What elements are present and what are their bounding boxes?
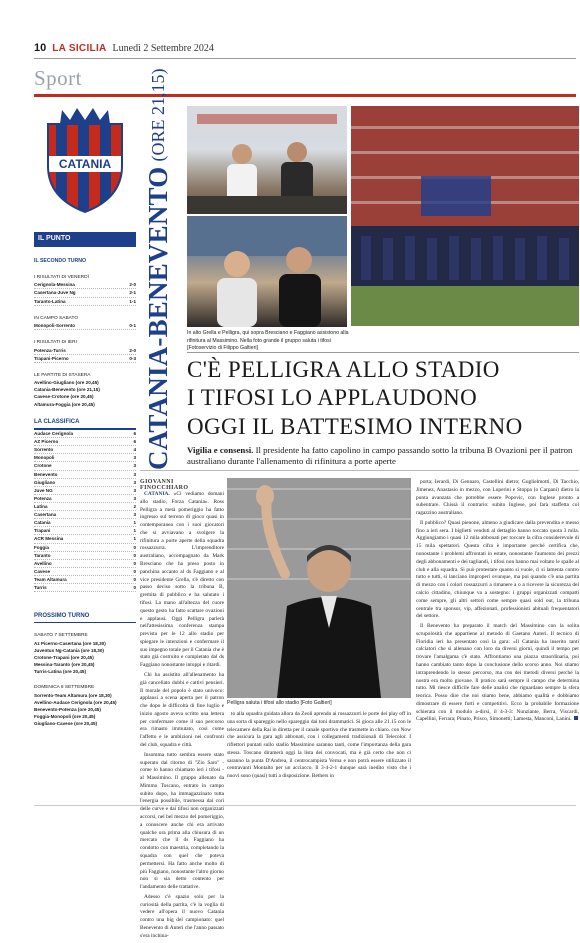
standings-points: 3	[133, 487, 136, 493]
headline-rule	[187, 352, 579, 353]
standings-row	[34, 462, 136, 470]
result-match: Taranto-Latina	[34, 298, 66, 304]
standings-row	[34, 511, 136, 519]
article-end-mark	[574, 716, 578, 720]
article-column-1	[140, 491, 224, 943]
page-bottom-rule	[34, 805, 576, 806]
standings-points: 6	[133, 430, 136, 436]
col1-paragraph-3: Insomma tutto sembra essere stato superato dal ritorno di "Zio Saro" - come lo hanno chiamato ieri i tifosi - al Massimino. Il gruppo allenato da Mimmo Toscano, entrato in campo subito dopo, ha immagazzinato tutta l'energia possibile, trasmessa dai cori delle curve e dai tifosi non organizzati accorsi, nel bel mezzo del pomeriggio, a conoscere anche chi era arrivato qualche ora prima alla chiusura di un mercato che il ds Faggiano ha condotto con maestria, completando la squadra con quel che poteva permettersi. Ha fatto anche molto di più Faggiano, nonostante l'altro giorno non si sia detto contento per l'andamento delle trattative.	[140, 751, 224, 891]
standings-team: Audace Cerignola	[34, 430, 74, 436]
saturday-list	[34, 322, 136, 330]
fixture-item: Catania-Benevento (ore 21,15)	[34, 387, 100, 393]
standings-team: Foggia	[34, 544, 50, 550]
standings-points: 0	[133, 585, 136, 591]
standings-row	[34, 568, 136, 576]
match-time: (ORE 21,15)	[147, 68, 168, 162]
standings-team: Juve NG	[34, 487, 53, 493]
standings-row	[34, 430, 136, 438]
fixture-item: Turris-Latina (ore 20,45)	[34, 669, 86, 675]
headline-line-2: I TIFOSI LO APPLAUDONO	[187, 385, 478, 411]
result-score: 0-3	[129, 355, 136, 361]
logo-wordmark: CATANIA	[58, 157, 112, 171]
col3-paragraph-2: Il pubblico? Quasi pienone, almeno a giudicare dalla prevendita e messo fino a ieri sera. I biglietti venduti al dettaglio hanno toccato quota 3 mila. Aggiungiamo i quasi 12 mila abbonati per toccare la cifra considerevole di 15 mila spettatori. Questa cifra è importante perché certifica che, nonostante i problemi affrontati in estate, nonostante l'aumento dei prezzi degli abbonamenti e dei tagliandi, i tifosi non hanno mai voltato le spalle al club e alla squadra. Si può protestare quanto si vuole, ci si lamenta contro tutto e tutti, si lanciano improperi ovunque, ma poi quando c'è una partita di mezzo con i colori rossazzurri a rimanere a o a ricevere la sicurezza del calcio cittadino, chiunque va a sostegno: i gruppi organizzati compatti come sempre, gli altri settori come sempre quasi sold out, la tribuna centrale tra sponsor, vip, affezionati, professionisti abituali frequentatori del settore.	[416, 519, 579, 620]
fixture-item: Avellino-Giugliano (ore 20,45)	[34, 380, 99, 386]
fixture-item: Messina-Taranto (ore 20,45)	[34, 662, 95, 668]
standings-row	[34, 576, 136, 584]
fixture-item: Giugliano-Cavese (ore 20,45)	[34, 721, 98, 727]
standings-points: 3	[133, 495, 136, 501]
headline-line-1: C'È PELLIGRA ALLO STADIO	[187, 357, 500, 382]
yesterday-label: I RISULTATI DI IERI	[34, 340, 77, 346]
standings-row	[34, 527, 136, 535]
photo-grella-pelligra	[187, 106, 347, 214]
newspaper-name: LA SICILIA	[52, 43, 107, 54]
standings-team: AZ Picerno	[34, 439, 59, 445]
result-match: Monopoli-Sorrento	[34, 323, 76, 329]
standings-team: Giugliano	[34, 479, 56, 485]
col3-paragraph-3: Il Benevento ha preparato il match del Massimino con la solita scrupolosità che appartiene al metodo di Gaetano Auteri. Il tecnico di Floridia ieri ha presentato così la gara: «Il Catania ha inserito tanti calciatori che si allenano con loro da diversi giorni, quindi il tempo per trovare l'amalgama c'è stato. Affrontiamo una piazza straordinaria, poi hanno cambiato tanto dopo la conclusione dello scorso anno. Noi stiamo intraprendendo lo stesso percorso, ma con dei metodi diversi perché la nostra era molto giovane. Il pratico sarà sempre il campo che determina tutto. Mi riesce difficile fare delle analisi che riguardano sempre la sfera teorica. Posso dire che noi stiamo bene, abbiamo qualità e dobbiamo dimostrare di essere forti e competitivi. Ecco la probabile formazione schierata con il modulo a-dirsi, il 4-3-3: Nunziante, Berra, Viscardi, Capellini, Ferrara; Pinato, Prisco, Simonetti; Lamesta, Manconi, Lanini.	[416, 623, 579, 723]
photo-caption-pelligra: Pelligra saluta i tifosi allo stadio [Foto Galtieri]	[227, 700, 332, 706]
result-score: 0-1	[129, 323, 136, 329]
standings-points: 6	[133, 439, 136, 445]
standings-points: 0	[133, 544, 136, 550]
standings-row	[34, 438, 136, 446]
standings-points: 1	[133, 520, 136, 526]
yesterday-list	[34, 347, 136, 363]
byline	[140, 479, 224, 491]
next-sunday-list	[34, 692, 136, 728]
col3-paragraph-1: porta; Ierardi, Di Gennaro, Castellini dietro; Guglielmotti, Di Tacchio, Jimenez, Anastasio in mezzo, con Luperini e Stoppa (o Carpani) dietro la punta avanzata che potrebbe essere Popovic, con Inglese pronto a subentrare. Chissà il contrario: subito Inglese, poi farà staffetta col ragazzino australiano.	[416, 479, 579, 517]
sidebar-subtitle: IL SECONDO TURNO	[34, 257, 87, 264]
page-header	[34, 42, 574, 56]
article-headline	[187, 356, 579, 441]
fixture-item: Cavese-Crotone (ore 20,45)	[34, 394, 94, 400]
standings-row	[34, 471, 136, 479]
next-saturday-list	[34, 640, 136, 676]
standings-points: 3	[133, 479, 136, 485]
standings-row	[34, 560, 136, 568]
article-top-rule	[140, 470, 579, 471]
standings-team: Trapani	[34, 528, 51, 534]
standings-team: Benevento	[34, 471, 58, 477]
fixture-item: Crotone-Trapani (ore 20,45)	[34, 655, 94, 661]
author-name: GIOVANNI FINOCCHIARO	[140, 479, 189, 491]
standings-points: 0	[133, 568, 136, 574]
result-row	[34, 281, 136, 289]
standings-points: 3	[133, 463, 136, 469]
article-summary	[187, 445, 579, 468]
result-match: Trapani-Picerno	[34, 355, 69, 361]
page-number: 10	[34, 42, 47, 54]
header-divider	[34, 58, 576, 59]
tonight-list	[34, 379, 136, 407]
match-title: CATANIA-BENEVENTO	[142, 166, 173, 470]
standings-row	[34, 544, 136, 552]
summary-lead: Vigilia e consensi.	[187, 445, 254, 455]
standings-team: Taranto	[34, 552, 51, 558]
col1-paragraph-2: Chi ha assistito all'allenamento ha già cancellato dubbi e cattivi pensieri. Il morale del popolo è stato univoco: applausi a scena aperta per il patron che dopo le difficoltà di fine luglio e inizio agosto aveva scritto una lettera per confermare come il suo percorso era rimasto immutato, così come l'affetto e le ambizioni nei confronti del club, squadra e città.	[140, 671, 224, 748]
photo-pelligra-waving	[227, 478, 411, 698]
standings-points: 0	[133, 576, 136, 582]
standings-points: 0	[133, 552, 136, 558]
standings-row	[34, 519, 136, 527]
results-friday-label: I RISULTATI DI VENERDÌ	[34, 274, 89, 280]
results-friday-list	[34, 281, 136, 305]
standings-points: 2	[133, 503, 136, 509]
standings-team: Potenza	[34, 495, 52, 501]
fixture-item: Benevento-Potenza (ore 20,45)	[34, 707, 101, 713]
article-column-3	[416, 479, 579, 726]
catania-crest-logo	[42, 106, 128, 214]
sidebar-box-title: IL PUNTO	[34, 232, 136, 247]
next-round-title: PROSSIMO TURNO	[34, 612, 136, 623]
standings-team: Latina	[34, 503, 48, 509]
standings-row	[34, 454, 136, 462]
headline-line-3: OGGI IL BATTESIMO INTERNO	[187, 413, 523, 439]
tonight-label: LE PARTITE DI STASERA	[34, 372, 91, 378]
standings-points: 3	[133, 455, 136, 461]
standings-title: LA CLASSIFICA	[34, 418, 136, 430]
standings-table	[34, 430, 136, 592]
standings-team: Monopoli	[34, 455, 55, 461]
col1-paragraph-4: Adesso c'è spazio solo per la curiosità della partita, c'è la voglia di vedere all'opera il nuovo Catania contro una big del campionato: quel Benevento di Auteri che l'anno passato s'era inchina-	[140, 893, 224, 939]
summary-text: Il presidente ha fatto capolino in campo passando sotto la tribuna B Ovazioni per il patron australiano durante l'allenamento di rifinitura a porte aperte	[187, 445, 573, 467]
standings-team: Crotone	[34, 463, 52, 469]
result-row	[34, 289, 136, 297]
result-score: 2-0	[129, 347, 136, 353]
standings-team: Turris	[34, 585, 47, 591]
standings-row	[34, 552, 136, 560]
result-row	[34, 298, 136, 306]
next-saturday-label: SABATO 7 SETTEMBRE	[34, 633, 88, 639]
standings-points: 1	[133, 536, 136, 542]
standings-row	[34, 495, 136, 503]
result-score: 2-0	[129, 282, 136, 288]
result-match: Casertana-Juve Ng	[34, 290, 76, 296]
section-divider	[34, 94, 576, 97]
vertical-title-container	[140, 68, 176, 470]
vertical-match-title	[140, 68, 176, 470]
standings-team: Team Altamura	[34, 576, 67, 582]
standings-row	[34, 503, 136, 511]
photo-bresciano-faggiano	[187, 216, 347, 327]
article-lead-word: CATANIA.	[144, 491, 170, 497]
result-match: Cerignola-Messina	[34, 282, 75, 288]
standings-points: 4	[133, 447, 136, 453]
result-score: 2-1	[129, 290, 136, 296]
saturday-label: IN CAMPO SABATO	[34, 315, 79, 321]
fixture-item: Juventus Ng-Catania (ore 18,30)	[34, 648, 104, 653]
il-punto-sidebar	[34, 232, 136, 727]
col2-paragraph: to alla squadra guidata allora da Zeoli aprendo ai rossazzurri le porte dei play off in una sorta di spareggio nello spareggio dai toni drammatici. Si gioca alle 21.15 con le telecamere della Rai in diretta per il canale sportivo che trasmette in chiaro. con Now che assicura la gara agli abbonati, con i collegamenti tradizionali di Telecolor. I riflettori puntati sullo stadio Massimino saranno tanti, come l'importanza della gara stessa. Toscano diramerà oggi la lista dei convocati, ma è già certo che non ci saranno la punta D'Andrea, il centrocampista Verna e non potrà essere utilizzato il centravanti Montalto per un acciacco. Il 3-4-2-1 dunque sarà inedito visto che i nuovi sono (quasi) tutti a disposizione. Bethers in	[227, 711, 411, 780]
standings-row	[34, 584, 136, 592]
standings-team: Catania	[34, 520, 51, 526]
photo-team-salutes-fans	[351, 106, 579, 326]
standings-row	[34, 487, 136, 495]
standings-points: 0	[133, 560, 136, 566]
result-row	[34, 322, 136, 330]
standings-row	[34, 479, 136, 487]
col1-paragraph-1: «Ci vediamo domani allo stadio, Forza Catania». Ross Pelligra a metà pomeriggio ha fatto ingresso sul terreno di gioco quasi in contemporanea con i suoi giocatori che si avviavano a svolgere la rifinitura a porte aperte della squadra rossazzurra. L'imprenditore australiano, accompagnato da Mark Bresciano che ha preso posto in panchina accanto al ds Faggiano e al vice presidente Grella, s'è diretto con passo deciso sotto la tribuna B, gremita di pubblico e ha salutato i tifosi. La mano all'altezza del cuore questo gesto ha fatto scattare ovazioni e applausi. Oggi Pelligra parlerà nell'attesissima conferenza stampa prevista per le 12 allo stadio per spiegare le intenzioni e confermare il suo impegno totale per il Catania che è stato già costruito e completato dal ds Faggiano nonostante intoppi e ritardi.	[140, 491, 224, 669]
result-score: 1-1	[129, 298, 136, 304]
standings-row	[34, 535, 136, 543]
standings-row	[34, 446, 136, 454]
fixture-item: Az Picerno-Casertana (ore 18,30)	[34, 640, 106, 646]
article-column-2	[227, 711, 411, 783]
fixture-item: Sorrento-Team Altamura (ore 18,30)	[34, 692, 112, 698]
standings-points: 3	[133, 512, 136, 518]
photo-caption-top: In alto Grella e Pelligra, qui sopra Bresciano e Faggiano assistono alla rifinitura al Massimino. Nella foto grande il gruppo saluta i tifosi [Fotoservizio di Filippo Galtieri]	[187, 330, 349, 352]
standings-team: Cavese	[34, 568, 51, 574]
standings-team: Avellino	[34, 560, 52, 566]
result-row	[34, 347, 136, 355]
standings-points: 1	[133, 528, 136, 534]
fixture-item: Altamura-Foggia (ore 20,45)	[34, 401, 95, 407]
result-row	[34, 355, 136, 363]
section-title: Sport	[34, 66, 83, 90]
standings-team: Casertana	[34, 512, 57, 518]
standings-team: ACR Messina	[34, 536, 64, 542]
fixture-item: Foggia-Monopoli (ore 20,45)	[34, 714, 96, 720]
fixture-item: Avellino-Audace Cerignola (ore 20,45)	[34, 699, 117, 705]
result-match: Potenza-Turris	[34, 347, 66, 353]
standings-points: 3	[133, 471, 136, 477]
issue-date: Lunedì 2 Settembre 2024	[112, 43, 214, 54]
standings-team: Sorrento	[34, 447, 54, 453]
next-sunday-label: DOMENICA 8 SETTEMBRE	[34, 685, 95, 691]
